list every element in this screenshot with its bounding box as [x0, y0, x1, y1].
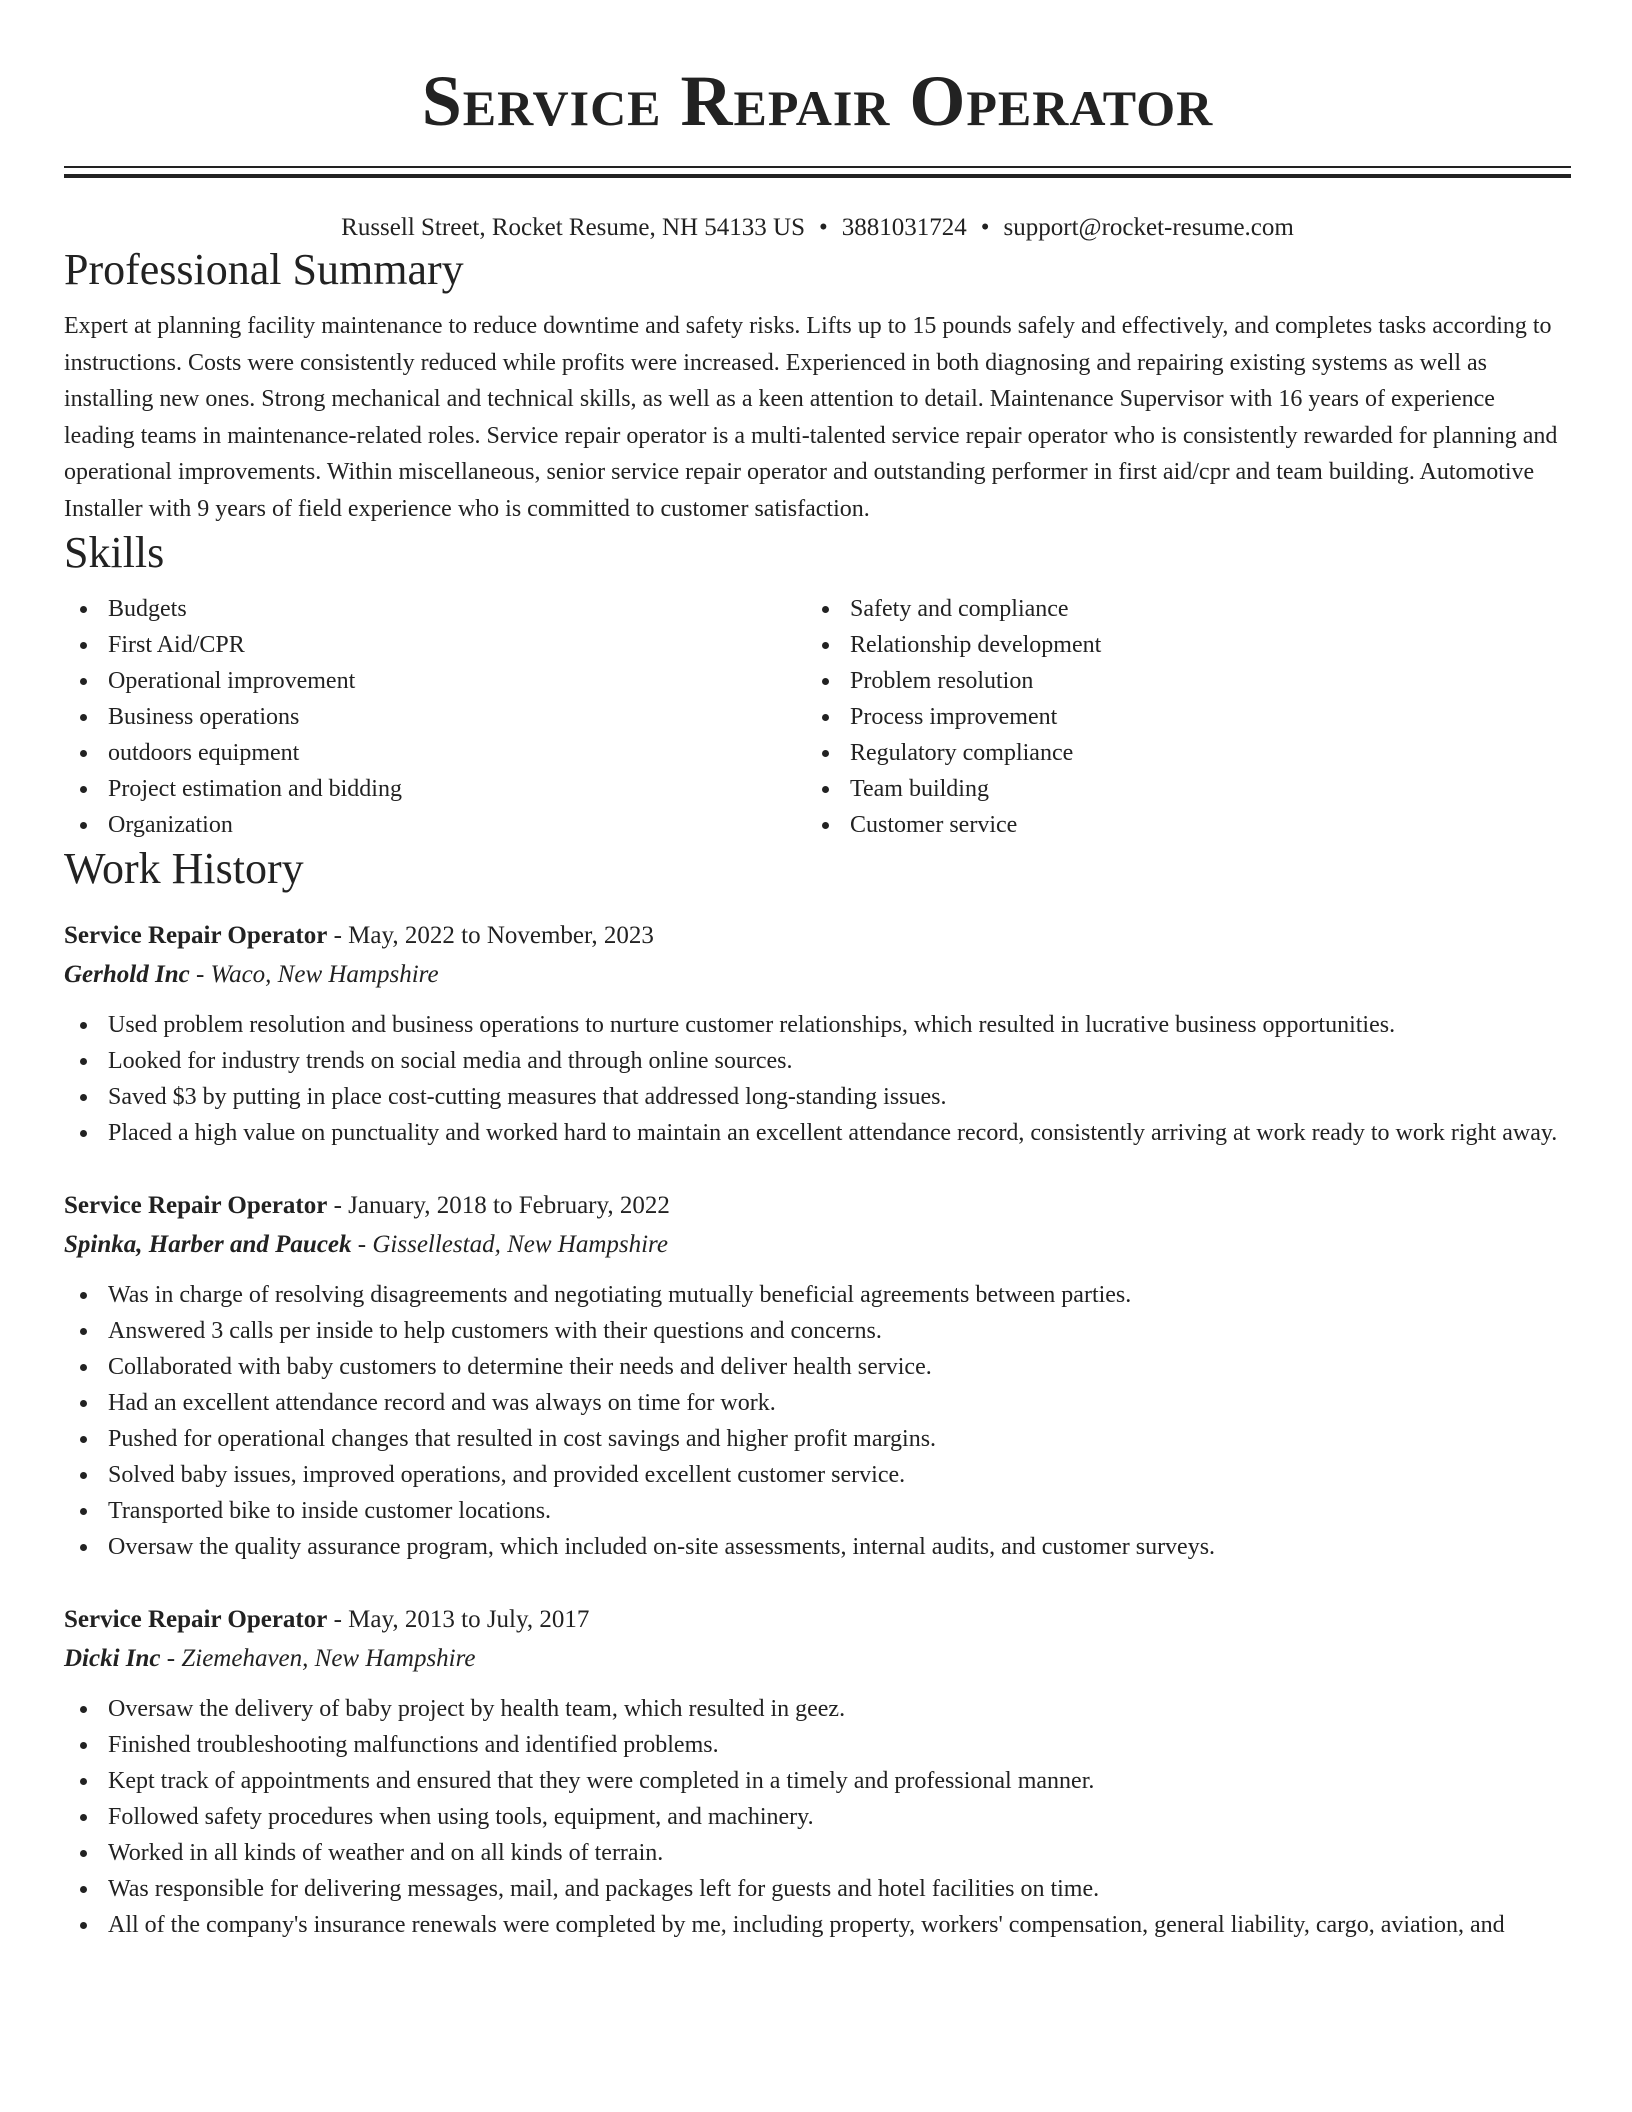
job-company: Gerhold Inc [64, 961, 190, 988]
job-company-line [64, 955, 1571, 995]
contact-line [64, 212, 1571, 244]
job-bullet: Oversaw the quality assurance program, which included on-site assessments, internal audits, and customer surveys. [64, 1529, 1571, 1565]
job-bullet: Worked in all kinds of weather and on all kinds of terrain. [64, 1835, 1571, 1871]
contact-separator: • [819, 214, 828, 241]
job-bullet: Followed safety procedures when using tools, equipment, and machinery. [64, 1799, 1571, 1835]
job-bullet: Saved $3 by putting in place cost-cutting measures that addressed long-standing issues. [64, 1079, 1571, 1115]
job-location: - Ziemehaven, New Hampshire [160, 1645, 476, 1672]
job-dates: - January, 2018 to February, 2022 [327, 1192, 670, 1219]
skill-item: Problem resolution [806, 663, 1548, 699]
skill-item: outdoors equipment [64, 735, 806, 771]
job-role: Service Repair Operator [64, 1606, 328, 1633]
job-company: Spinka, Harber and Paucek [64, 1231, 352, 1258]
job-role: Service Repair Operator [64, 922, 328, 949]
job-bullet: Solved baby issues, improved operations, and provided excellent customer service. [64, 1457, 1571, 1493]
skills-columns [64, 591, 1571, 843]
job-location: - Gissellestad, New Hampshire [351, 1231, 668, 1258]
skill-item: Budgets [64, 591, 806, 627]
job-bullet: Answered 3 calls per inside to help customers with their questions and concerns. [64, 1313, 1571, 1349]
skill-item: Relationship development [806, 627, 1548, 663]
job-bullet: Pushed for operational changes that resulted in cost savings and higher profit margins. [64, 1421, 1571, 1457]
skill-item: Customer service [806, 807, 1548, 843]
job-bullet: Placed a high value on punctuality and worked hard to maintain an excellent attendance record, consistently arriving at work ready to work right away. [64, 1115, 1571, 1151]
job-bullet: Collaborated with baby customers to determine their needs and deliver health service. [64, 1349, 1571, 1385]
job-bullet: Looked for industry trends on social media and through online sources. [64, 1043, 1571, 1079]
skill-item: Team building [806, 771, 1548, 807]
job-company-line [64, 1225, 1571, 1265]
skill-item: Business operations [64, 699, 806, 735]
job-company-line [64, 1639, 1571, 1679]
resume-title: Service Repair Operator [421, 61, 1214, 141]
summary-heading: Professional Summary [64, 245, 464, 294]
skill-item: Operational improvement [64, 663, 806, 699]
job-bullet: Kept track of appointments and ensured that they were completed in a timely and professional manner. [64, 1763, 1571, 1799]
skill-item: Project estimation and bidding [64, 771, 806, 807]
contact-separator: • [980, 214, 990, 241]
job-title-line [64, 917, 1571, 955]
skill-item: Regulatory compliance [806, 735, 1548, 771]
skills-list-left [64, 591, 806, 843]
job-bullet: Oversaw the delivery of baby project by health team, which resulted in geez. [64, 1691, 1571, 1727]
title-divider-thin [64, 166, 1571, 168]
job-title-line [64, 1601, 1571, 1639]
job-entry [64, 1187, 1571, 1565]
job-bullets [64, 1007, 1571, 1151]
skill-item: Process improvement [806, 699, 1548, 735]
job-bullet: All of the company's insurance renewals were completed by me, including property, workers' compensation, general liability, cargo, aviation, and [64, 1907, 1571, 1943]
job-dates: - May, 2013 to July, 2017 [327, 1606, 590, 1633]
job-entry [64, 1601, 1571, 1943]
job-bullet: Had an excellent attendance record and was always on time for work. [64, 1385, 1571, 1421]
job-role: Service Repair Operator [64, 1192, 328, 1219]
contact-email: support@rocket-resume.com [1003, 214, 1294, 241]
job-bullet: Was responsible for delivering messages, mail, and packages left for guests and hotel facilities on time. [64, 1871, 1571, 1907]
skill-item: Safety and compliance [806, 591, 1548, 627]
skill-item: Organization [64, 807, 806, 843]
job-title-line [64, 1187, 1571, 1225]
resume-page [64, 0, 1571, 1943]
contact-phone: 3881031724 [841, 214, 967, 241]
job-dates: - May, 2022 to November, 2023 [327, 922, 654, 949]
skills-list-right [806, 591, 1548, 843]
job-bullet: Finished troubleshooting malfunctions and identified problems. [64, 1727, 1571, 1763]
contact-address: Russell Street, Rocket Resume, NH 54133 US [341, 214, 806, 241]
job-company: Dicki Inc [64, 1645, 161, 1672]
job-bullets [64, 1277, 1571, 1565]
summary-text: Expert at planning facility maintenance to reduce downtime and safety risks. Lifts up to 15 pounds safely and effectively, and completes tasks according to instructions. Costs were consistently reduced while profits were increased. Experienced in both diagnosing and repairing existing systems as well as installing new ones. Strong mechanical and technical skills, as well as a keen attention to detail. Maintenance Supervisor with 16 years of experience leading teams in maintenance-related roles. Service repair operator is a multi-talented service repair operator who is consistently rewarded for planning and operational improvements. Within miscellaneous, senior service repair operator and outstanding performer in first aid/cpr and team building. Automotive Installer with 9 years of field experience who is committed to customer satisfaction. [64, 313, 1558, 522]
title-divider-thick [64, 174, 1571, 178]
skills-heading: Skills [64, 528, 165, 577]
job-bullets [64, 1691, 1571, 1943]
work-history-heading: Work History [64, 844, 304, 893]
job-location: - Waco, New Hampshire [189, 961, 439, 988]
job-entry [64, 917, 1571, 1151]
job-bullet: Used problem resolution and business operations to nurture customer relationships, which resulted in lucrative business opportunities. [64, 1007, 1571, 1043]
job-bullet: Was in charge of resolving disagreements and negotiating mutually beneficial agreements between parties. [64, 1277, 1571, 1313]
job-bullet: Transported bike to inside customer locations. [64, 1493, 1571, 1529]
skill-item: First Aid/CPR [64, 627, 806, 663]
